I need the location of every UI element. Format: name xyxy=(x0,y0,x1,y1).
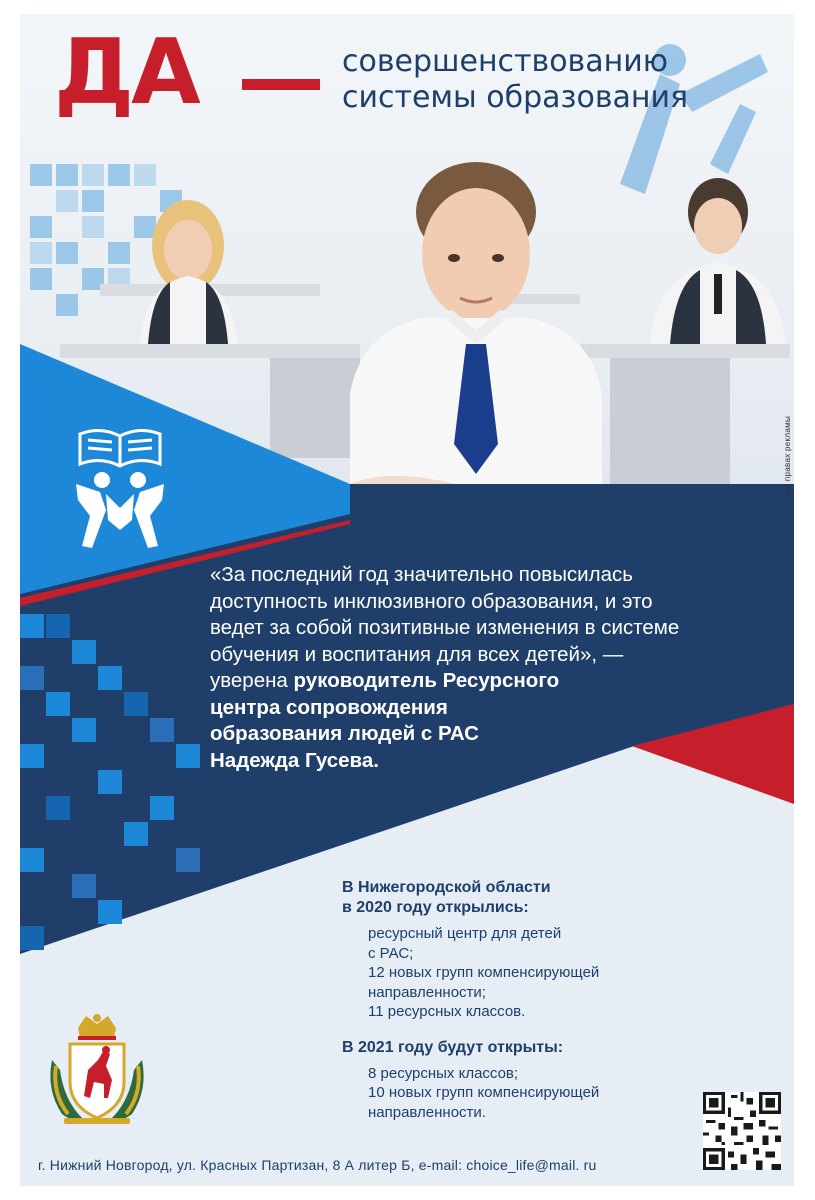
list-item: ресурсный центр для детей xyxy=(368,925,562,942)
quote-line: «За последний год значительно повысилась xyxy=(210,563,633,586)
title-subtitle xyxy=(342,44,688,116)
coat-of-arms-icon xyxy=(42,1010,152,1128)
facts-heading-1: В Нижегородской области xyxy=(342,879,551,896)
quote-block xyxy=(210,562,770,774)
list-item: направленности; xyxy=(368,983,486,1001)
attribution-bold: образования людей с РАС xyxy=(210,722,479,745)
attribution-bold: Надежда Гусева. xyxy=(210,748,379,772)
poster xyxy=(20,14,794,1186)
facts-block xyxy=(342,878,762,1122)
list-item: 8 ресурсных классов; xyxy=(368,1064,519,1082)
facts-heading-2: В 2021 году будут открыты: xyxy=(342,1038,564,1056)
quote-line: ведет за собой позитивные изменения в системе xyxy=(210,616,680,639)
quote-line: обучения и воспитания для всех детей», — xyxy=(210,642,624,666)
footer-address: г. Нижний Новгород, ул. Красных Партизан, 8 А литер Б, e-mail: choice_life@mail. ru xyxy=(38,1157,597,1173)
title-line-2: системы образования xyxy=(342,80,689,115)
title-da: ДА xyxy=(54,20,198,125)
quote-attribution xyxy=(210,668,770,695)
list-item: 12 новых групп компенсирующей xyxy=(368,964,600,981)
facts-heading-1: в 2020 году открылись: xyxy=(342,899,529,916)
attribution-bold: руководитель Ресурсного xyxy=(293,669,560,692)
quote-line: доступность инклюзивного образования, и это xyxy=(210,589,653,613)
facts-list-2020 xyxy=(342,924,762,1022)
attribution-plain: уверена xyxy=(210,669,294,692)
facts-list-2021 xyxy=(342,1064,762,1123)
list-item: направленности. xyxy=(368,1103,486,1121)
ad-note: на правах рекламы xyxy=(783,416,792,494)
title-dash xyxy=(242,79,320,90)
attribution-bold: центра сопровождения xyxy=(210,695,448,719)
list-item: 11 ресурсных классов. xyxy=(368,1003,526,1020)
book-children-logo-icon xyxy=(72,420,168,552)
list-item: 10 новых групп компенсирующей xyxy=(368,1084,600,1101)
title-line-1: совершенствованию xyxy=(342,44,668,79)
list-item: с РАС; xyxy=(368,944,414,962)
qr-code-icon xyxy=(703,1092,781,1170)
